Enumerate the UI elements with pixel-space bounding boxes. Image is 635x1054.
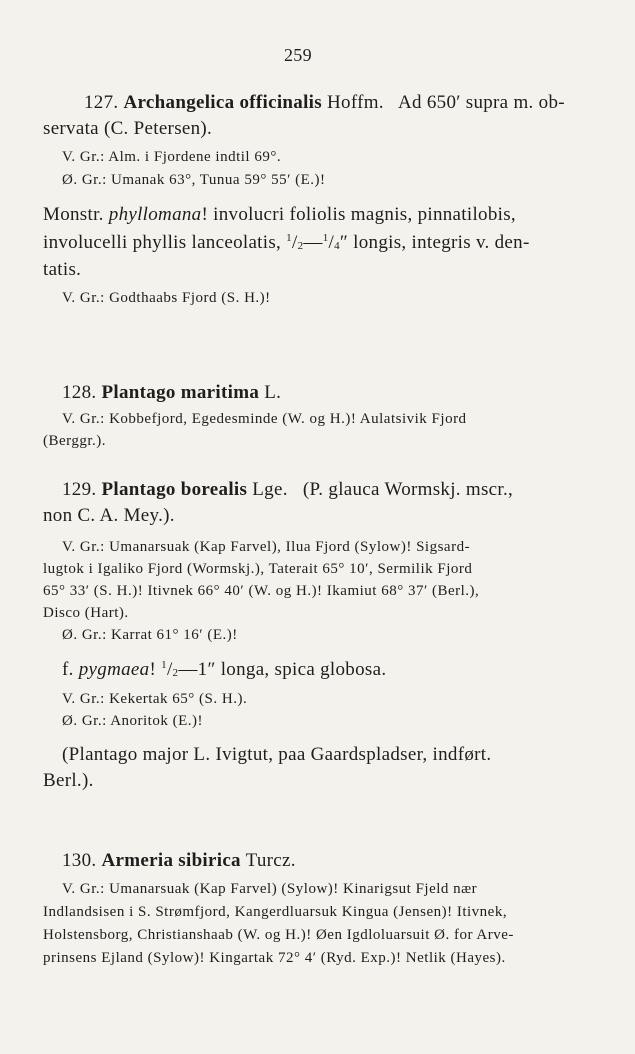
locality-text: Karrat 61° 16′ (E.)! bbox=[111, 627, 238, 643]
species-author: Lge. bbox=[252, 479, 288, 500]
entry-127-line2: servata (C. Petersen). bbox=[43, 118, 213, 139]
entry-128-line1 bbox=[62, 383, 281, 402]
species-author: Hoffm. bbox=[327, 92, 384, 113]
locality-text: Umanarsuak (Kap Farvel) (Sylow)! Kinarigsut Fjeld nær bbox=[109, 881, 478, 897]
fraction-1-2: $^1/_2$ bbox=[286, 232, 304, 253]
forma-name: pygmaea bbox=[78, 659, 150, 680]
entry-128-vgr-2: (Berggr.). bbox=[43, 433, 107, 449]
entry-number: 129. bbox=[62, 479, 97, 500]
synonym-text: (P. glauca Wormskj. mscr., bbox=[302, 479, 514, 500]
entry-129-vgr-2: lugtok i Igaliko Fjord (Wormskj.), Taterait 65° 10′, Sermilik Fjord bbox=[43, 561, 473, 577]
entry-129-line2: non C. A. Mey.). bbox=[43, 505, 175, 526]
entry-number: 130. bbox=[62, 850, 97, 871]
region-label: Ø. Gr.: bbox=[62, 627, 107, 643]
entry-number: 128. bbox=[62, 382, 97, 403]
locality-text: Alm. i Fjordene indtil 69°. bbox=[108, 149, 282, 165]
forma-label: f. bbox=[62, 659, 74, 680]
forma-ogr bbox=[62, 714, 203, 729]
entry-128-vgr bbox=[62, 412, 467, 427]
region-label: Ø. Gr.: bbox=[62, 172, 107, 188]
locality-text: Anoritok (E.)! bbox=[110, 713, 203, 729]
entry-129-ogr bbox=[62, 628, 238, 643]
forma-text: ! bbox=[149, 659, 157, 680]
species-name: Archangelica officinalis bbox=[123, 92, 322, 113]
region-label: V. Gr.: bbox=[62, 411, 105, 427]
entry-130-vgr-1 bbox=[62, 882, 477, 897]
frac-num: 1 bbox=[161, 659, 167, 671]
fraction-1-2: $^1/_2$ bbox=[161, 659, 179, 680]
fraction-1-4: $^1/_4$ bbox=[322, 232, 340, 253]
entry-127-vgr bbox=[62, 150, 281, 165]
region-label: V. Gr.: bbox=[62, 691, 105, 707]
region-label: V. Gr.: bbox=[62, 539, 105, 555]
monstr-text: involucelli phyllis lanceolatis, bbox=[43, 232, 282, 253]
monstr-name: phyllomana bbox=[108, 204, 202, 225]
species-author: L. bbox=[264, 382, 282, 403]
species-author: Turcz. bbox=[245, 850, 296, 871]
entry-129-vgr-3: 65° 33′ (S. H.)! Itivnek 66° 40′ (W. og H.)! Ikamiut 68° 37′ (Berl.), bbox=[43, 583, 480, 599]
entry-number: 127. bbox=[84, 92, 119, 113]
entry-127-ogr bbox=[62, 173, 326, 188]
entry-129-line1 bbox=[62, 480, 513, 499]
monstr-text: ″ longis, integris v. den- bbox=[339, 232, 530, 253]
entry-127-vgr2 bbox=[62, 291, 271, 306]
species-name: Plantago maritima bbox=[101, 382, 260, 403]
region-label: V. Gr.: bbox=[62, 881, 105, 897]
locality-text: Kekertak 65° (S. H.). bbox=[109, 691, 248, 707]
forma-vgr bbox=[62, 692, 247, 707]
locality-text: Umanarsuak (Kap Farvel), Ilua Fjord (Sylow)! Sigsard- bbox=[109, 539, 471, 555]
entry-130-vgr-4: prinsens Ejland (Sylow)! Kingartak 72° 4′ (Ryd. Exp.)! Netlik (Hayes). bbox=[43, 950, 506, 966]
locality-text: Umanak 63°, Tunua 59° 55′ (E.)! bbox=[111, 172, 326, 188]
entry-130-vgr-2: Indlandsisen i S. Strømfjord, Kangerdluarsuk Kingua (Jensen)! Itivnek, bbox=[43, 904, 508, 920]
entry-text: Ad 650′ supra m. ob- bbox=[397, 92, 565, 113]
monstr-line1 bbox=[43, 205, 516, 224]
region-label: Ø. Gr.: bbox=[62, 713, 107, 729]
locality-text: Godthaabs Fjord (S. H.)! bbox=[109, 290, 271, 306]
monstr-line2 bbox=[43, 233, 530, 252]
monstr-label: Monstr. bbox=[43, 204, 104, 225]
region-label: V. Gr.: bbox=[62, 290, 105, 306]
entry-129-vgr-1 bbox=[62, 540, 470, 555]
forma-text: —1″ longa, spica globosa. bbox=[178, 659, 387, 680]
region-label: V. Gr.: bbox=[62, 149, 105, 165]
monstr-text: ! involucri foliolis magnis, pinnatilobis, bbox=[201, 204, 516, 225]
frac-den: 2 bbox=[297, 240, 304, 252]
species-name: Plantago borealis bbox=[101, 479, 248, 500]
entry-127-line1 bbox=[84, 93, 565, 112]
entry-130-line1 bbox=[62, 851, 296, 870]
frac-num: 1 bbox=[286, 232, 292, 244]
note-line2: Berl.). bbox=[43, 770, 94, 791]
note-line1: (Plantago major L. Ivigtut, paa Gaardspladser, indført. bbox=[62, 744, 492, 765]
frac-den: 2 bbox=[172, 667, 179, 679]
monstr-line3: tatis. bbox=[43, 259, 82, 280]
frac-num: 1 bbox=[322, 232, 329, 244]
entry-130-vgr-3: Holstensborg, Christianshaab (W. og H.)! Øen Igdloluarsuit Ø. for Arve- bbox=[43, 927, 514, 943]
locality-text: Kobbefjord, Egedesminde (W. og H.)! Aulatsivik Fjord bbox=[109, 411, 467, 427]
frac-dash: — bbox=[303, 232, 323, 253]
species-name: Armeria sibirica bbox=[101, 850, 241, 871]
page-number: 259 bbox=[284, 45, 312, 65]
forma-line bbox=[62, 660, 386, 679]
entry-129-vgr-4: Disco (Hart). bbox=[43, 605, 129, 621]
frac-den: 4 bbox=[334, 240, 340, 252]
